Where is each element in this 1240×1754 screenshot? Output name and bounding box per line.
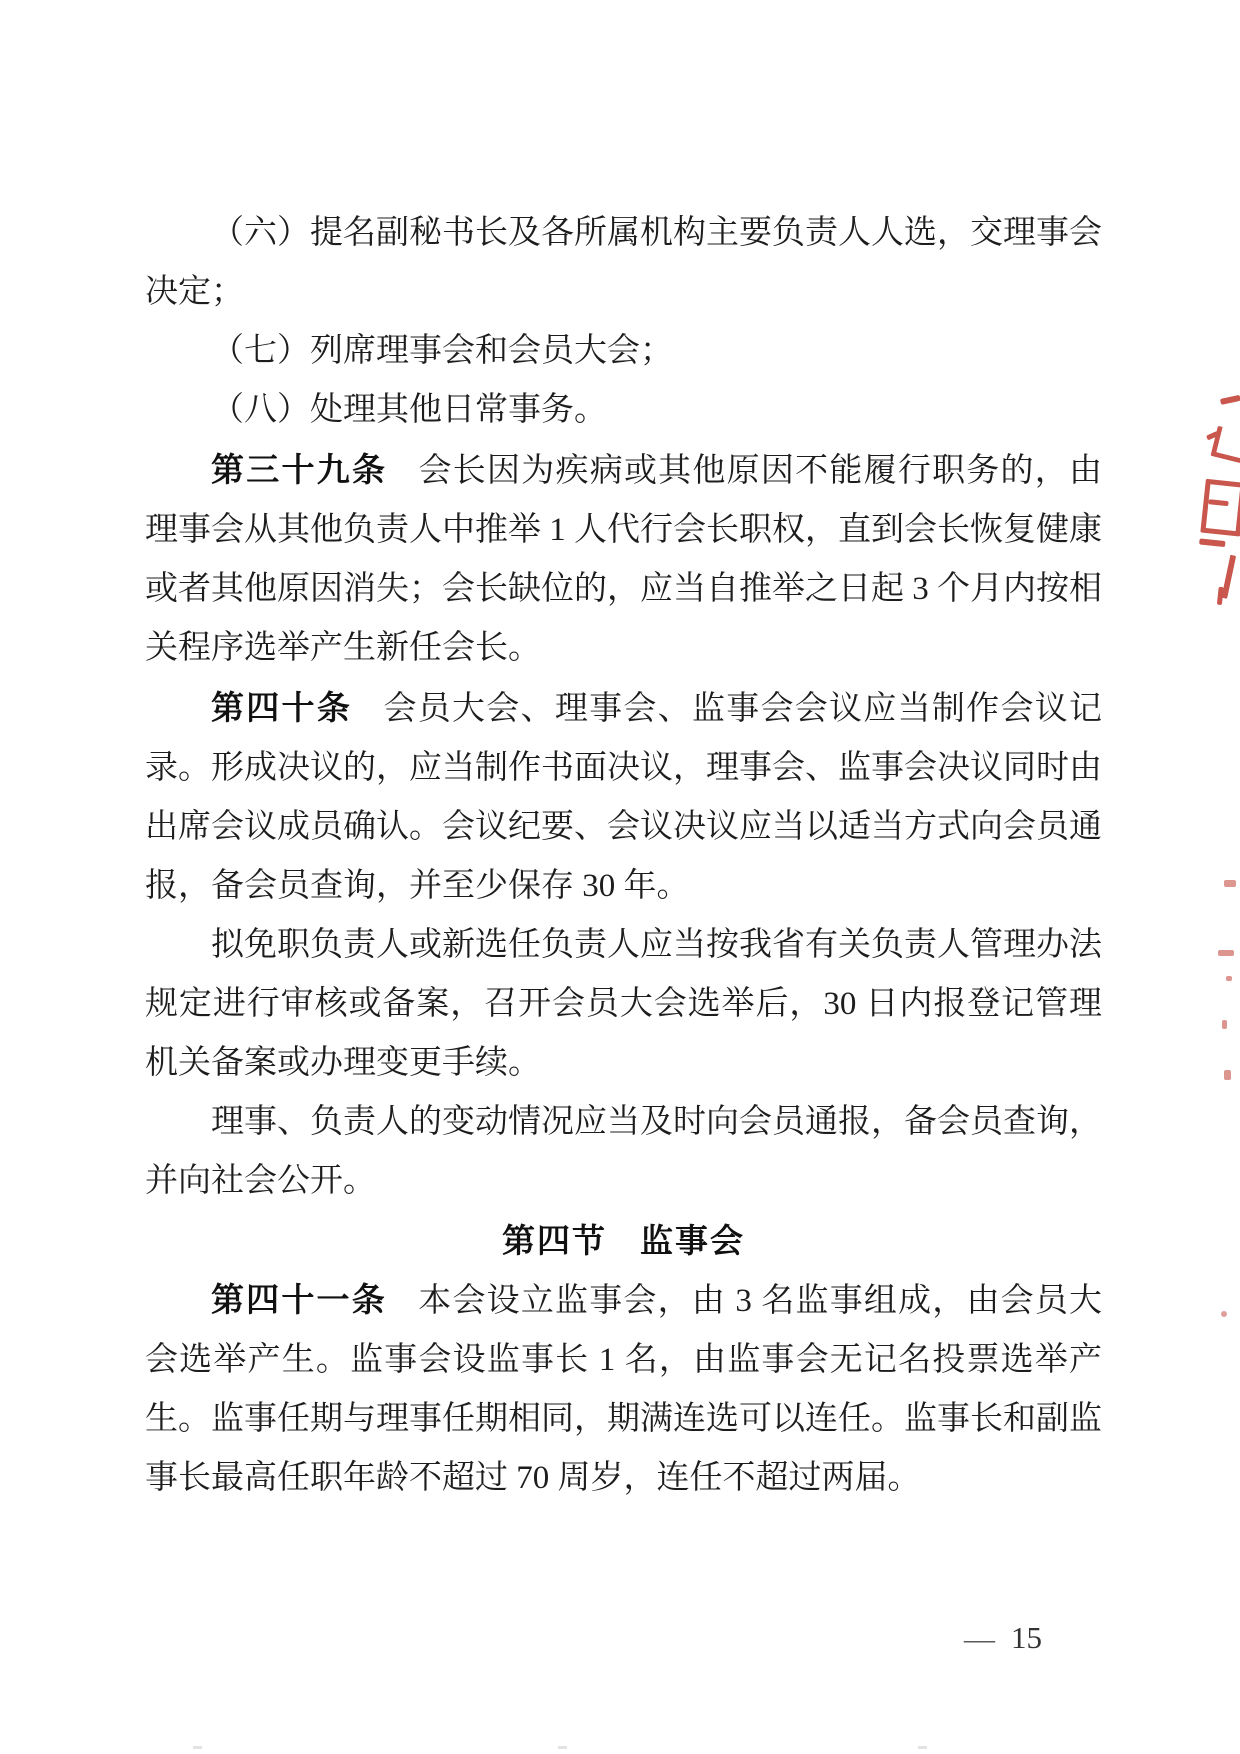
- red-seal-stamp-partial: [1183, 386, 1240, 610]
- article-text: 会员大会、理事会、监事会会议应当制作会议记录。形成决议的，应当制作书面决议，理事会、监事会决议同时由出席会议成员确认。会议纪要、会议决议应当以适当方式向会员通报，备会员查询，并至少保存 30 年。: [145, 691, 1102, 904]
- clause-item-six: [145, 204, 1102, 322]
- scan-artifact: [558, 1746, 567, 1749]
- seal-speck: [1226, 976, 1232, 981]
- document-body: [145, 204, 1102, 1508]
- article-number: 第四十条: [211, 689, 353, 726]
- article-number: 第四十一条: [211, 1281, 387, 1318]
- page-footer: [964, 1616, 1042, 1660]
- seal-fragment: [1200, 479, 1240, 537]
- seal-speck: [1224, 880, 1236, 887]
- red-seal-stamp-faint: [1210, 880, 1240, 1090]
- scan-artifact: [918, 1746, 927, 1749]
- article-text: 本会设立监事会，由 3 名监事组成，由会员大会选举产生。监事会设监事长 1 名，由监事会无记名投票选举产生。监事任期与理事任期相同，期满连选可以连任。监事长和副监事长最高任职年龄不超过 70 周岁，连任不超过两届。: [145, 1283, 1103, 1496]
- section-number: 第四节: [502, 1222, 607, 1259]
- clause-text: （六）提名副秘书长及各所属机构主要负责人人选，交理事会决定；: [145, 215, 1102, 310]
- article-text: 会长因为疾病或其他原因不能履行职务的，由理事会从其他负责人中推举 1 人代行会长职权，直到会长恢复健康或者其他原因消失；会长缺位的，应当自推举之日起 3 个月内按相关程序选举产生新任会长。: [145, 453, 1103, 666]
- seal-speck: [1221, 1311, 1227, 1317]
- seal-fragment: [1199, 538, 1225, 547]
- page-number: 15: [1011, 1620, 1042, 1655]
- section-heading: [145, 1211, 1102, 1270]
- article-number: 第三十九条: [211, 451, 388, 488]
- scan-artifact: [193, 1746, 202, 1749]
- paragraph-text: 理事、负责人的变动情况应当及时向会员通报，备会员查询，并向社会公开。: [145, 1104, 1102, 1199]
- seal-fragment: [1220, 395, 1240, 405]
- clause-text: （七）列席理事会和会员大会；: [211, 333, 673, 369]
- seal-fragment: [1217, 587, 1224, 605]
- paragraph-change-notice: [145, 1093, 1102, 1211]
- page-number-dash: —: [964, 1620, 995, 1656]
- article-41: [145, 1270, 1102, 1508]
- section-title: 监事会: [640, 1222, 745, 1259]
- article-39: [145, 440, 1102, 678]
- clause-item-eight: [145, 381, 1102, 440]
- clause-item-seven: [145, 322, 1102, 381]
- seal-speck: [1224, 1070, 1231, 1080]
- seal-speck: [1222, 1020, 1227, 1029]
- seal-speck: [1218, 950, 1234, 956]
- article-40: [145, 678, 1102, 916]
- clause-text: （八）处理其他日常事务。: [211, 392, 607, 428]
- paragraph-officials-review: [145, 916, 1102, 1093]
- paragraph-text: 拟免职负责人或新选任负责人应当按我省有关负责人管理办法规定进行审核或备案，召开会员大会选举后，30 日内报登记管理机关备案或办理变更手续。: [145, 927, 1102, 1081]
